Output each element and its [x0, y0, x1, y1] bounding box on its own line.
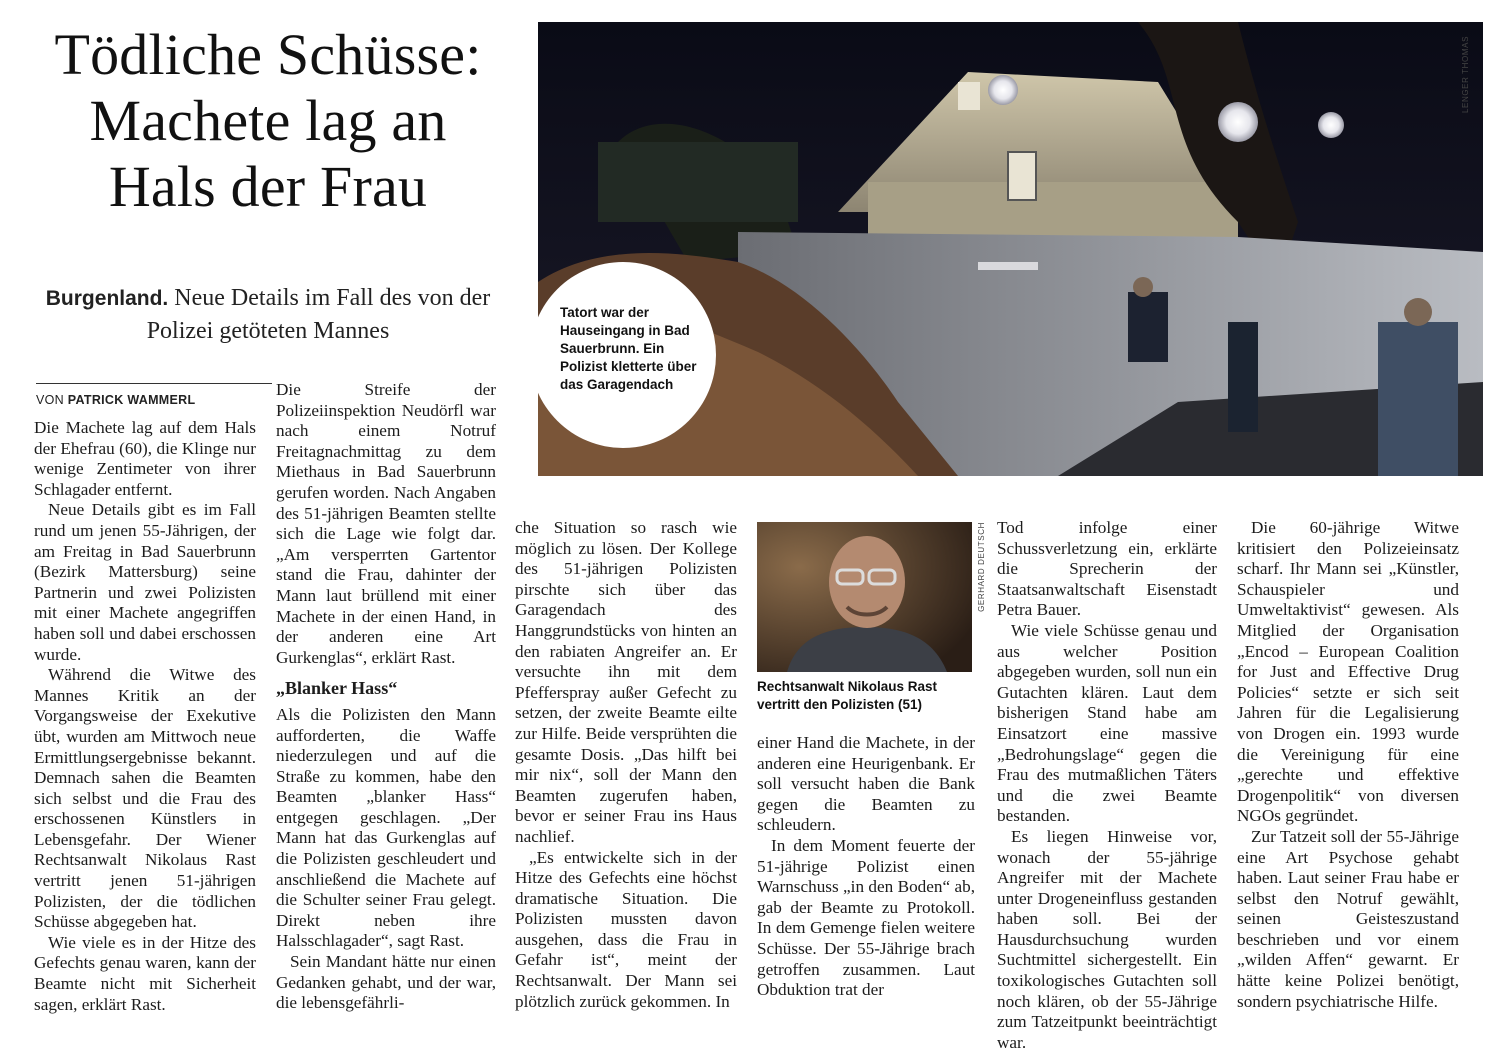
byline: [36, 393, 195, 407]
portrait-credit: GERHARD DEUTSCH: [977, 522, 986, 612]
byline-rule: [36, 383, 272, 384]
portrait-caption: Rechtsanwalt Nikolaus Rast vertritt den Polizisten (51): [757, 679, 938, 712]
paragraph: Zur Tatzeit soll der 55-Jährige eine Art Psychose gehabt haben. Laut seiner Frau habe er selbst den Notruf gewählt, seinen Geisteszustand beschrieben und vor einem „wilden Affen“ gewarnt. Er hätte keine Polizei benötigt, sondern psychiatrische Hilfe.: [1237, 826, 1459, 1011]
article-column-5: [997, 518, 1217, 1053]
paragraph: „Es entwickelte sich in der Hitze des Gefechts eine höchst dramatische Situation. Die Polizisten mussten davon ausgehen, dass die Frau in Gefahr ist“, meint der Rechtsanwalt. Der Mann sei plötzlich zurück gekommen. In: [515, 847, 737, 1011]
paragraph: einer Hand die Machete, in der anderen eine Heurigenbank. Er soll versucht haben die Bank gegen die Beamten zu schleudern.: [757, 733, 975, 835]
headline-line-1: Tödliche Schüsse:: [54, 22, 482, 87]
paragraph: che Situation so rasch wie möglich zu lösen. Der Kollege des 51-jährigen Polizisten pirschte sich über das Garagendach des Hanggrundstücks von hinten an den rabiaten Angreifer an. Er versuchte ihn mit dem Pfefferspray außer Gefecht zu setzen, der zweite Beamte eilte zur Hilfe. Beide versprühten die gesamte Dosis. „Das hilft bei mir nix“, soll der Mann den Beamten zugerufen haben, bevor er seiner Frau ins Haus nachlief.: [515, 518, 737, 846]
photo-credit: LENGER THOMAS: [1461, 36, 1470, 113]
paragraph: Neue Details gibt es im Fall rund um jenen 55-Jährigen, der am Freitag in Bad Sauerbrunn (Bezirk Mattersburg) seine Partnerin und zwei Polizisten mit einer Machete angegriffen haben soll und dabei erschossen wurde.: [34, 500, 256, 664]
headline-line-2: Machete lag an: [89, 88, 447, 153]
paragraph: Als die Polizisten den Mann aufforderten, die Waffe niederzulegen und auf die Straße zu kommen, habe den Beamten „blanker Hass“ entgegen geschlagen. „Der Mann hat das Gurkenglas auf die Polizisten geschleudert und anschließend die Machete auf die Schulter seiner Frau gelegt. Direkt neben ihre Halsschlagader“, sagt Rast.: [276, 704, 496, 951]
byline-prefix: VON: [36, 393, 64, 407]
article-column-6: [1237, 518, 1459, 1012]
paragraph: Die Streife der Polizeiinspektion Neudörfl war nach einem Notruf Freitagnachmittag zu dem Miethaus in Bad Sauerbrunn gerufen worden. Nach Angaben des 51-jährigen Beamten stellte sich die Lage wie folgt dar. „Am versperrten Gartentor stand die Frau, dahinter der Mann laut brüllend mit einer Machete in der einen Hand, in der anderen eine Art Gurkenglas“, erklärt Rast.: [276, 380, 496, 667]
lawyer-portrait-photo: [757, 522, 972, 672]
subheading: „Blanker Hass“: [276, 678, 398, 699]
paragraph: Es liegen Hinweise vor, wonach der 55-jährige Angreifer mit der Machete unter Drogeneinfluss gestanden haben soll. Bei der Hausdurchsuchung wurden Suchtmittel sichergestellt. Ein toxikologisches Gutachten soll noch klären, ob der 55-Jährige zum Tatzeitpunkt beeinträchtigt war.: [997, 826, 1217, 1052]
paragraph: Wie viele es in der Hitze des Gefechts genau waren, kann der Beamte nicht mit Sicherheit sagen, erklärt Rast.: [34, 932, 256, 1014]
paragraph: Tod infolge einer Schussverletzung ein, erklärte die Sprecherin der Staatsanwaltschaft Eisenstadt Petra Bauer.: [997, 518, 1217, 620]
subhead-kicker: Burgenland.: [45, 287, 169, 310]
subhead-text: Neue Details im Fall des von der Polizei getöteten Mannes: [146, 285, 491, 344]
article-column-1: [34, 418, 256, 1015]
article-column-3: [515, 518, 737, 1012]
headline-line-3: Hals der Frau: [108, 154, 428, 219]
paragraph: Sein Mandant hätte nur einen Gedanken gehabt, und der war, die lebensgefährli-: [276, 952, 496, 1013]
byline-author: PATRICK WAMMERL: [67, 393, 196, 407]
article-column-4: [757, 733, 975, 1001]
paragraph: In dem Moment feuerte der 51-jährige Polizist einen Warnschuss „in den Boden“ ab, gab der Beamte zu Protokoll. In dem Gemenge fielen weitere Schüsse. Der 55-Jährige brach getroffen zusammen. Laut Obduktion trat der: [757, 835, 975, 1000]
paragraph: Während die Witwe des Mannes Kritik an der Vorgangsweise der Exekutive übt, wurden am Mittwoch neue Ermittlungsergebnisse bekannt. Demnach sahen die Beamten sich selbst und die Frau des erschossenen Künstlers in Lebensgefahr. Der Wiener Rechtsanwalt Nikolaus Rast vertritt jenen 51-jährigen Polizisten, der die tödlichen Schüsse abgegeben hat.: [34, 665, 256, 932]
subheadline: [30, 282, 506, 348]
paragraph: Die Machete lag auf dem Hals der Ehefrau (60), die Klinge nur wenige Zentimeter von ihrer Schlagader entfernt.: [34, 418, 256, 499]
photo-caption: Tatort war der Hauseingang in Bad Sauerbrunn. Ein Polizist kletterte über das Garagendach: [560, 305, 697, 392]
paragraph: Wie viele Schüsse genau und aus welcher Position abgegeben wurden, soll nun ein Gutachten klären. Laut dem bisherigen Stand habe am Einsatzort eine massive „Bedrohungslage“ gegen die Frau des mutmaßlichen Täters und die zwei Beamte bestanden.: [997, 620, 1217, 826]
headline: [18, 22, 518, 220]
article-column-2: [276, 380, 496, 1014]
lawyer-portrait-illustration: [757, 522, 972, 672]
paragraph: Die 60-jährige Witwe kritisiert den Polizeieinsatz scharf. Ihr Mann sei „Künstler, Schauspieler und Umweltaktivist“ gewesen. Als Mitglied der Organisation „Encod – European Coalition for Just and Effective Drug Policies“ setzte er sich seit Jahren für die Legalisierung von Drogen ein. 1993 wurde die Vereinigung für eine „gerechte und effektive Drogenpolitik“ von diversen NGOs gegründet.: [1237, 518, 1459, 826]
